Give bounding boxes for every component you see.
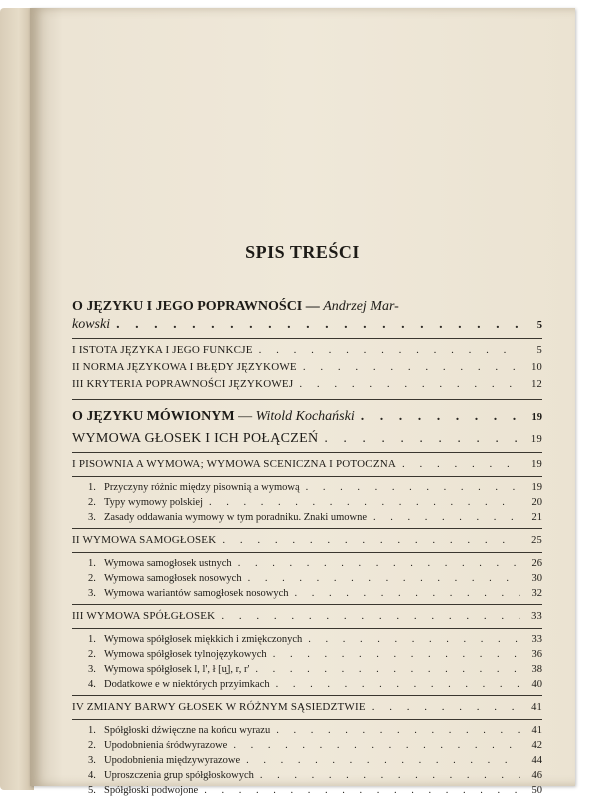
entry-number: 3. bbox=[88, 664, 96, 675]
page-number: 21 bbox=[531, 512, 542, 523]
leader-dots bbox=[361, 408, 520, 426]
entry-label: Przyczyny różnic między pisownią a wymową bbox=[104, 482, 300, 493]
entry-label: Typy wymowy polskiej bbox=[104, 497, 204, 508]
part-author: Andrzej Mar- bbox=[323, 299, 399, 314]
entry-label: Upodobnienia międzywyrazowe bbox=[104, 755, 241, 766]
leader-dots bbox=[303, 359, 520, 375]
toc-entry bbox=[72, 556, 542, 571]
leader-dots bbox=[295, 586, 520, 601]
toc-entry bbox=[72, 495, 542, 510]
divider bbox=[72, 399, 542, 400]
entry-label: Wymowa spółgłosek tylnojęzykowych bbox=[104, 649, 267, 660]
toc-entry bbox=[72, 647, 542, 662]
page-number: 30 bbox=[531, 573, 542, 584]
leader-dots bbox=[255, 662, 520, 677]
dash: — bbox=[302, 299, 324, 314]
page-number: 36 bbox=[531, 649, 542, 660]
entry-number: 2. bbox=[88, 497, 96, 508]
leader-dots bbox=[209, 495, 520, 510]
page-number: 10 bbox=[531, 362, 542, 373]
toc-entry bbox=[72, 608, 542, 625]
part-author: Witold Kochański bbox=[255, 409, 355, 424]
toc-entry bbox=[72, 359, 542, 376]
leader-dots bbox=[246, 753, 520, 768]
toc-entry bbox=[72, 753, 542, 768]
toc-entry bbox=[72, 456, 542, 473]
entry-label: Uproszczenia grup spółgłoskowych bbox=[104, 770, 254, 781]
toc-entry bbox=[72, 430, 542, 449]
leader-dots bbox=[276, 723, 520, 738]
leader-dots bbox=[373, 510, 520, 525]
page-number: 19 bbox=[531, 459, 542, 470]
book-page bbox=[30, 8, 575, 796]
entry-label: Wymowa samogłosek nosowych bbox=[104, 573, 242, 584]
divider bbox=[72, 528, 542, 529]
toc-entry bbox=[72, 632, 542, 647]
page-number: 44 bbox=[531, 755, 542, 766]
divider bbox=[72, 552, 542, 553]
divider bbox=[72, 338, 542, 339]
entry-label: Wymowa spółgłosek l, l', ł [u̯], r, r' bbox=[104, 664, 250, 675]
entry-number: 1. bbox=[88, 725, 96, 736]
toc-entry bbox=[72, 376, 542, 393]
leader-dots bbox=[260, 768, 520, 783]
page-number: 19 bbox=[531, 482, 542, 493]
entry-number: 3. bbox=[88, 588, 96, 599]
entry-label: I PISOWNIA A WYMOWA; WYMOWA SCENICZNA I POTOCZNA bbox=[72, 458, 397, 470]
toc-entry bbox=[72, 532, 542, 549]
page-number: 50 bbox=[531, 785, 542, 796]
page-number: 19 bbox=[531, 412, 542, 423]
divider bbox=[72, 695, 542, 696]
entry-number: 4. bbox=[88, 679, 96, 690]
entry-label: Dodatkowe e w niektórych przyimkach bbox=[104, 679, 270, 690]
entry-label: Wymowa spółgłosek miękkich i zmiękczonych bbox=[104, 634, 303, 645]
toc-entry bbox=[72, 677, 542, 692]
entry-number: 3. bbox=[88, 755, 96, 766]
entry-label: Wymowa samogłosek ustnych bbox=[104, 558, 232, 569]
page-number: 5 bbox=[536, 345, 542, 356]
toc-entry bbox=[72, 738, 542, 753]
entry-number: 2. bbox=[88, 573, 96, 584]
toc-entry bbox=[72, 510, 542, 525]
page-number: 33 bbox=[531, 611, 542, 622]
divider bbox=[72, 628, 542, 629]
leader-dots bbox=[402, 456, 520, 472]
page-number: 46 bbox=[531, 770, 542, 781]
leader-dots bbox=[306, 480, 520, 495]
entry-label: Zasady oddawania wymowy w tym poradniku. Znaki umowne bbox=[104, 512, 368, 523]
entry-number: 1. bbox=[88, 482, 96, 493]
leader-dots bbox=[324, 430, 520, 448]
page-number: 12 bbox=[531, 379, 542, 390]
entry-number: 1. bbox=[88, 634, 96, 645]
toc-entry bbox=[72, 662, 542, 677]
entry-label: II WYMOWA SAMOGŁOSEK bbox=[72, 534, 217, 546]
entry-number: 2. bbox=[88, 649, 96, 660]
entry-label: Wymowa wariantów samogłosek nosowych bbox=[104, 588, 289, 599]
leader-dots bbox=[233, 738, 520, 753]
divider bbox=[72, 719, 542, 720]
leader-dots bbox=[273, 647, 520, 662]
entry-number: 4. bbox=[88, 770, 96, 781]
page-title: SPIS TREŚCI bbox=[245, 242, 360, 262]
toc-entry bbox=[72, 723, 542, 738]
entry-label: III WYMOWA SPÓŁGŁOSEK bbox=[72, 610, 216, 622]
leader-dots bbox=[259, 342, 520, 358]
page-number: 32 bbox=[531, 588, 542, 599]
toc-entry bbox=[72, 408, 542, 427]
part-title: O JĘZYKU I JEGO POPRAWNOŚCI bbox=[72, 299, 303, 314]
toc-entry bbox=[72, 699, 542, 716]
entry-label: I ISTOTA JĘZYKA I JEGO FUNKCJE bbox=[72, 344, 253, 356]
part-title: O JĘZYKU MÓWIONYM bbox=[72, 409, 235, 424]
leader-dots bbox=[204, 783, 520, 798]
toc-entry bbox=[72, 571, 542, 586]
leader-dots bbox=[372, 699, 520, 715]
entry-label: Spółgłoski podwojone bbox=[104, 785, 199, 796]
page-number: 26 bbox=[531, 558, 542, 569]
toc-entry bbox=[72, 783, 542, 798]
page-number: 25 bbox=[531, 535, 542, 546]
entry-number: 3. bbox=[88, 512, 96, 523]
page-number: 40 bbox=[531, 679, 542, 690]
entry-label: Upodobnienia śródwyrazowe bbox=[104, 740, 228, 751]
page-number: 20 bbox=[531, 497, 542, 508]
entry-number: 5. bbox=[88, 785, 96, 796]
page-number: 19 bbox=[530, 434, 542, 445]
toc-entry bbox=[72, 586, 542, 601]
leader-dots bbox=[308, 632, 520, 647]
toc-entry bbox=[72, 480, 542, 495]
page-number: 42 bbox=[531, 740, 542, 751]
entry-label: II NORMA JĘZYKOWA I BŁĘDY JĘZYKOWE bbox=[72, 361, 297, 373]
page-number: 38 bbox=[531, 664, 542, 675]
page-number: 33 bbox=[531, 634, 542, 645]
divider bbox=[72, 452, 542, 453]
divider bbox=[72, 604, 542, 605]
toc-entry bbox=[72, 316, 542, 335]
entry-number: 2. bbox=[88, 740, 96, 751]
leader-dots bbox=[222, 532, 520, 548]
dash: — bbox=[234, 409, 256, 424]
chapter-label: WYMOWA GŁOSEK I ICH POŁĄCZEŃ bbox=[72, 431, 319, 446]
leader-dots bbox=[299, 376, 520, 392]
entry-label: Spółgłoski dźwięczne na końcu wyrazu bbox=[104, 725, 271, 736]
leader-dots bbox=[248, 571, 520, 586]
entry-number: 1. bbox=[88, 558, 96, 569]
page-number: 41 bbox=[531, 702, 542, 713]
toc-entry bbox=[72, 342, 542, 359]
entry-label: IV ZMIANY BARWY GŁOSEK W RÓŻNYM SĄSIEDZTWIE bbox=[72, 701, 366, 713]
table-of-contents bbox=[72, 298, 542, 798]
page-number: 5 bbox=[536, 320, 542, 331]
page-number: 41 bbox=[531, 725, 542, 736]
part-author: kowski bbox=[72, 317, 111, 332]
leader-dots bbox=[276, 677, 520, 692]
entry-label: III KRYTERIA POPRAWNOŚCI JĘZYKOWEJ bbox=[72, 378, 294, 390]
leader-dots bbox=[221, 608, 520, 624]
divider bbox=[72, 476, 542, 477]
book-edge bbox=[0, 8, 34, 790]
leader-dots bbox=[238, 556, 520, 571]
toc-entry bbox=[72, 768, 542, 783]
part-heading bbox=[72, 298, 542, 316]
leader-dots bbox=[116, 316, 520, 334]
